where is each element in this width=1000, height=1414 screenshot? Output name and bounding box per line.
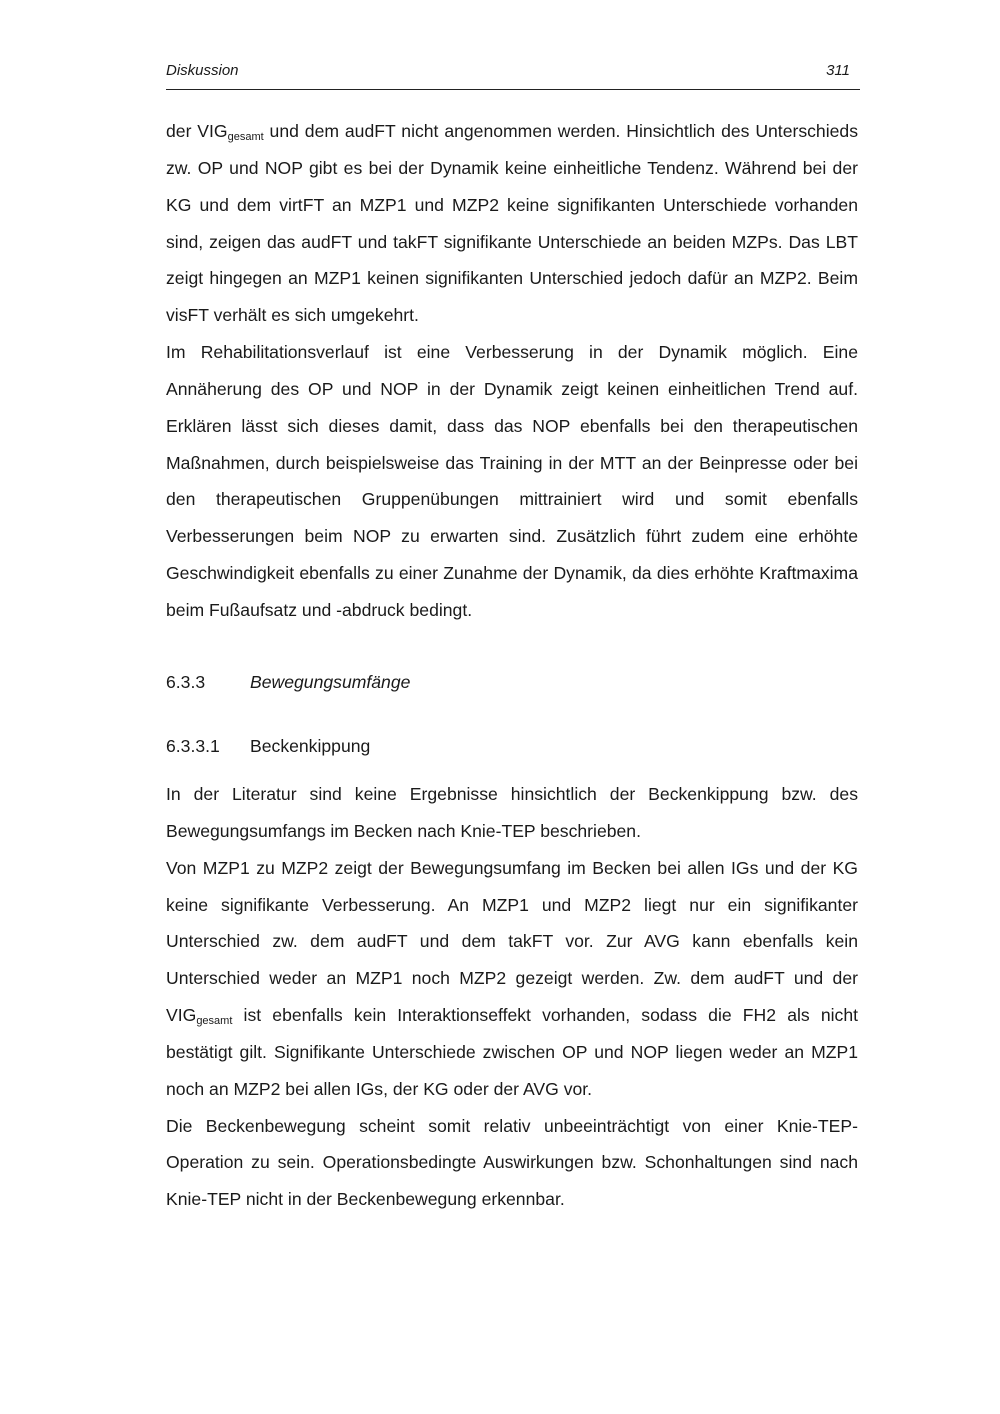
text-run: Von MZP1 zu MZP2 zeigt der Bewegungsumfang im Becken bei allen IGs und der KG keine signifikante Verbesserung. An MZP1 und MZP2 liegt nur ein signifikanter Unterschied zw. dem audFT und dem takFT vor. Zur AVG kann ebenfalls kein Unterschied weder an MZP1 noch MZP2 gezeigt werden. Zw. dem audFT und der VIG xyxy=(166,857,858,1026)
subscript: gesamt xyxy=(227,131,264,143)
section-heading-6-3-3-1 xyxy=(166,734,370,758)
section-beckenkippung-text xyxy=(166,776,858,1218)
paragraph xyxy=(166,850,858,1108)
heading-title: Bewegungsumfänge xyxy=(250,672,411,692)
section-heading-6-3-3 xyxy=(166,670,410,694)
paragraph: Die Beckenbewegung scheint somit relativ unbeeinträchtigt von einer Knie-TEP-Operation zu sein. Operationsbedingte Auswirkungen bzw. Schonhaltungen sind nach Knie-TEP nicht in der Beckenbewegung erkennbar. xyxy=(166,1115,858,1210)
paragraph: In der Literatur sind keine Ergebnisse hinsichtlich der Beckenkippung bzw. des Bewegungsumfangs im Becken nach Knie-TEP beschrieben. xyxy=(166,784,858,841)
section-dynamik-text xyxy=(166,113,858,629)
heading-title: Beckenkippung xyxy=(250,736,371,756)
text-run: der VIG xyxy=(166,121,228,141)
paragraph xyxy=(166,113,858,334)
page-number: 311 xyxy=(826,62,850,79)
running-head-chapter: Diskussion xyxy=(166,62,239,79)
heading-number: 6.3.3.1 xyxy=(166,736,220,756)
paragraph: Im Rehabilitationsverlauf ist eine Verbesserung in der Dynamik möglich. Eine Annäherung des OP und NOP in der Dynamik zeigt keinen einheitlichen Trend auf. Erklären lässt sich dieses damit, dass das NOP ebenfalls bei den therapeutischen Maßnahmen, durch beispielsweise das Training in der MTT an der Beinpresse oder bei den therapeutischen Gruppenübungen mittrainiert wird und somit ebenfalls Verbesserungen beim NOP zu erwarten sind. Zusätzlich führt zudem eine erhöhte Geschwindigkeit ebenfalls zu einer Zunahme der Dynamik, da dies erhöhte Kraftmaxima beim Fußaufsatz und -abdruck bedingt. xyxy=(166,342,858,620)
heading-number: 6.3.3 xyxy=(166,672,206,692)
text-run: und dem audFT nicht angenommen werden. Hinsichtlich des Unterschieds zw. OP und NOP gibt es bei der Dynamik keine einheitliche Tendenz. Während bei der KG und dem virtFT an MZP1 und MZP2 keine signifikanten Unterschiede vorhanden sind, zeigen das audFT und takFT signifikante Unterschiede an beiden MZPs. Das LBT zeigt hingegen an MZP1 keinen signifikanten Unterschied jedoch dafür an MZP2. Beim visFT verhält es sich umgekehrt. xyxy=(166,121,858,326)
text-run: ist ebenfalls kein Interaktionseffekt vorhanden, sodass die FH2 als nicht bestätigt gilt. Signifikante Unterschiede zwischen OP und NOP liegen weder an MZP1 noch an MZP2 bei allen IGs, der KG oder der AVG vor. xyxy=(166,1005,858,1099)
subscript: gesamt xyxy=(196,1015,233,1028)
page-header xyxy=(166,58,860,90)
